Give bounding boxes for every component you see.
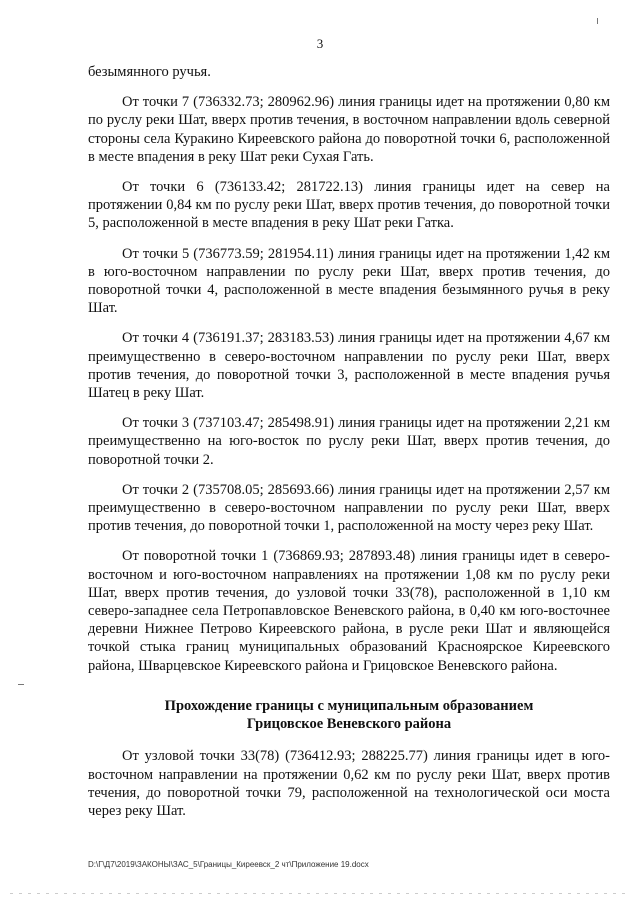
scan-noise-bottom	[10, 893, 630, 894]
document-body	[88, 63, 610, 832]
section-heading-line-1: Прохождение границы с муниципальным образованием	[164, 697, 534, 714]
paragraph-point-7: От точки 7 (736332.73; 280962.96) линия границы идет на протяжении 0,80 км по руслу реки Шат, вверх против течения, в восточном направлении вдоль северной стороны села Куракино Киреевского района до поворотной точки 6, расположенной в месте впадения в реку Шат реки Сухая Гать.	[88, 94, 610, 165]
paragraph-node-point-33: От узловой точки 33(78) (736412.93; 288225.77) линия границы идет в юго-восточном направлении на протяжении 0,62 км по руслу реки Шат, вверх против течения, до поворотной точки 79, расположенной на технологической оси моста через реку Шат.	[88, 748, 610, 819]
paragraph-point-2: От точки 2 (735708.05; 285693.66) линия границы идет на протяжении 2,57 км преимущественно в северо-восточном направлении по руслу реки Шат, вверх против течения, до поворотной точки 1, расположенной на мосту через реку Шат.	[88, 481, 610, 535]
paragraph-point-6: От точки 6 (736133.42; 281722.13) линия границы идет на север на протяжении 0,84 км по руслу реки Шат, вверх против течения, до поворотной точки 5, расположенной в месте впадения в реку Шат реки Гатка.	[88, 179, 610, 232]
paragraph-point-3: От точки 3 (737103.47; 285498.91) линия границы идет на протяжении 2,21 км преимущественно на юго-восток по руслу реки Шат, вверх против течения, до поворотной точки 2.	[88, 415, 610, 468]
paragraph-continuation: безымянного ручья.	[88, 64, 211, 80]
footer-file-path: D:\Г\Д7\2019\ЗАКОНЫ\ЗАС_5\Границы_Киреевск_2 чт\Приложение 19.docx	[88, 860, 369, 869]
paragraph-point-4: От точки 4 (736191.37; 283183.53) линия границы идет на протяжении 4,67 км преимущественно в северо-восточном направлении по руслу реки Шат, вверх против течения, до поворотной точки 3, расположенной в месте впадения ручья Шатец в реку Шат.	[88, 330, 610, 402]
section-heading	[88, 697, 610, 733]
paragraph-point-1: От поворотной точки 1 (736869.93; 287893.48) линия границы идет в северо-восточном и юго-восточном направлениях на протяжении 1,08 км по руслу реки Шат, вверх против течения, до узловой точки 33(78), расположенной в 1,10 км северо-западнее села Петропавловское Веневского района, в 0,40 км юго-восточнее деревни Нижнее Петрово Киреевского района, в русле реки Шат и являющейся точкой стыка границ муниципальных образований Красноярское Киреевского района, Шварцевское Киреевского района и Грицовское Веневского района.	[88, 548, 610, 674]
paragraph-point-5: От точки 5 (736773.59; 281954.11) линия границы идет на протяжении 1,42 км в юго-восточном направлении по руслу реки Шат, вверх против течения, до поворотной точки 4, расположенной в месте впадения безымянного ручья в реку Шат.	[88, 245, 610, 317]
scan-mark-top	[597, 18, 598, 24]
section-heading-line-2: Грицовское Веневского района	[246, 716, 452, 733]
scan-mark-left	[18, 684, 24, 685]
page-number: 3	[316, 36, 324, 51]
